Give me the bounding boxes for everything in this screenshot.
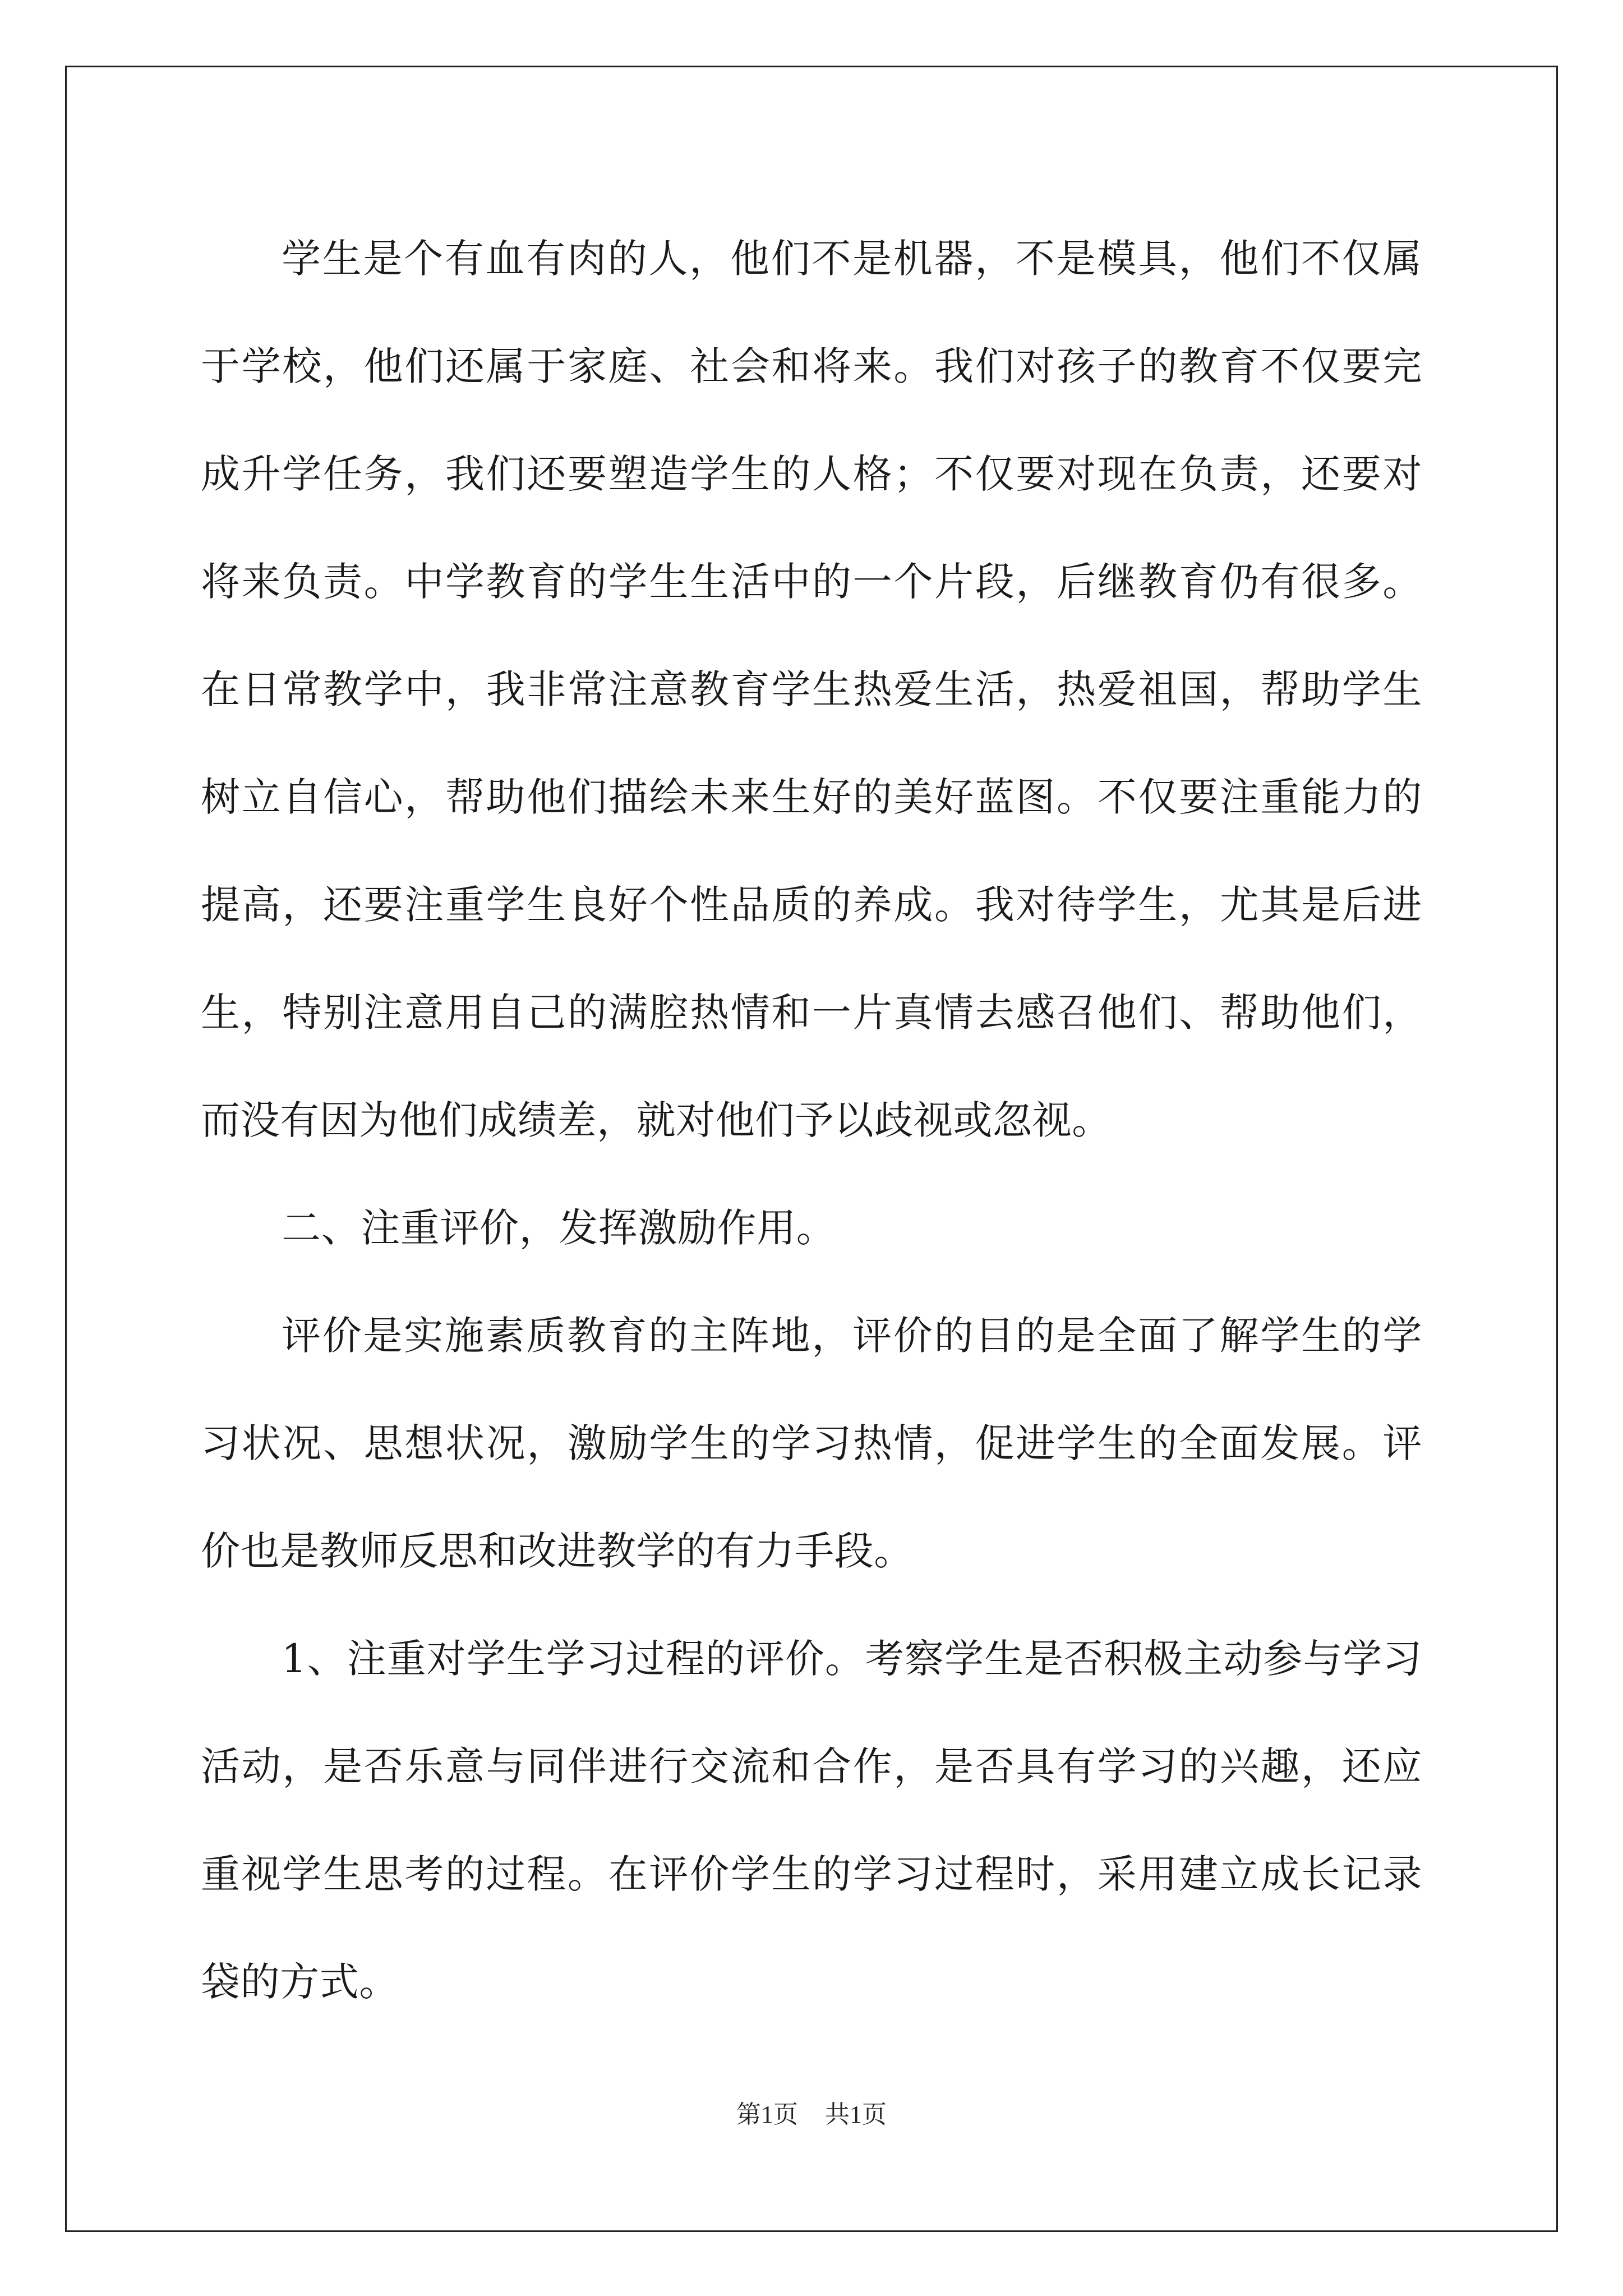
page-number: 第1页 [736, 2101, 798, 2128]
document-body [201, 205, 1422, 2036]
paragraph-evaluation: 评价是实施素质教育的主阵地，评价的目的是全面了解学生的学习状况、思想状况，激励学生的学习热情，促进学生的全面发展。评价也是教师反思和改进教学的有力手段。 [201, 1313, 1422, 1574]
paragraph-learning-process: 1、注重对学生学习过程的评价。考察学生是否积极主动参与学习活动，是否乐意与同伴进行交流和合作，是否具有学习的兴趣，还应重视学生思考的过程。在评价学生的学习过程时，采用建立成长记录袋的方式。 [201, 1636, 1422, 2005]
section-heading-evaluation: 二、注重评价，发挥激励作用。 [282, 1205, 836, 1251]
paragraph-student-education: 学生是个有血有肉的人，他们不是机器，不是模具，他们不仅属于学校，他们还属于家庭、社会和将来。我们对孩子的教育不仅要完成升学任务，我们还要塑造学生的人格；不仅要对现在负责，还要对将来负责。中学教育的学生生活中的一个片段，后继教育仍有很多。在日常教学中，我非常注意教育学生热爱生活，热爱祖国，帮助学生树立自信心，帮助他们描绘未来生好的美好蓝图。不仅要注重能力的提高，还要注重学生良好个性品质的养成。我对待学生，尤其是后进生，特别注意用自己的满腔热情和一片真情去感召他们、帮助他们，而没有因为他们成绩差，就对他们予以歧视或忽视。 [201, 236, 1422, 1143]
page-total: 共1页 [825, 2101, 887, 2128]
page-footer [0, 2098, 1623, 2132]
